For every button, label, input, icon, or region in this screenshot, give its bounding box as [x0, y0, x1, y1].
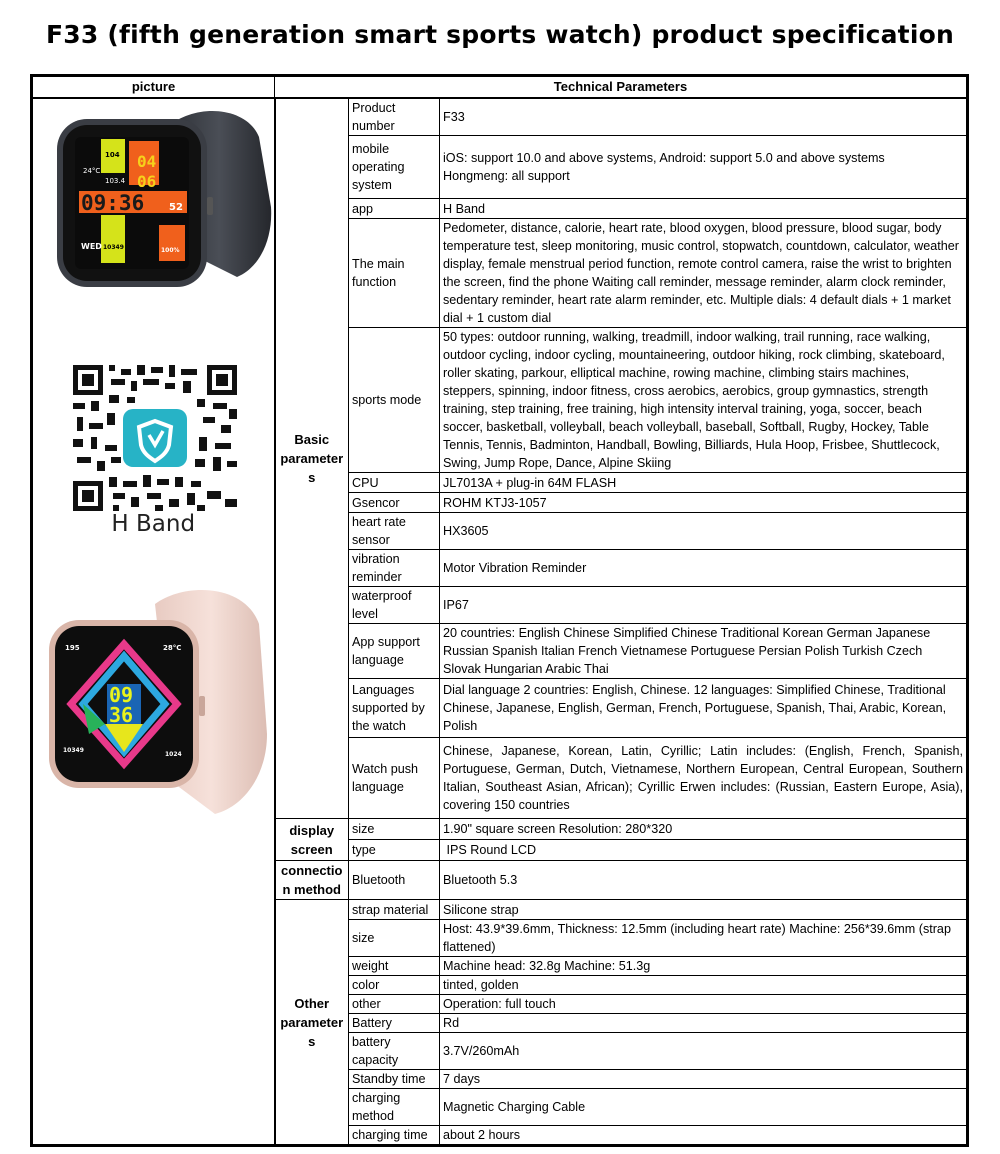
pictures-cell	[32, 98, 275, 1146]
label-heart-rate-sensor: heart rate sensor	[349, 513, 440, 550]
value-battery: Rd	[440, 1014, 968, 1033]
label-standby-time: Standby time	[349, 1070, 440, 1089]
value-cpu: JL7013A + plug-in 64M FLASH	[440, 473, 968, 493]
watch1-steps: 10349	[103, 244, 124, 251]
watch1-sec: 52	[169, 202, 183, 213]
watch2-temp: 28°C	[163, 644, 182, 652]
value-vibration-reminder: Motor Vibration Reminder	[440, 550, 968, 587]
label-product-number: Product number	[349, 98, 440, 136]
header-technical-parameters: Technical Parameters	[275, 76, 968, 99]
label-sports-mode: sports mode	[349, 328, 440, 473]
label-watch-languages: Languages supported by the watch	[349, 679, 440, 738]
value-other: Operation: full touch	[440, 995, 968, 1014]
spec-table	[30, 74, 969, 1147]
qr-code-image	[73, 365, 237, 511]
value-size: Host: 43.9*39.6mm, Thickness: 12.5mm (including heart rate) Machine: 256*39.6mm (strap flattened)	[440, 920, 968, 957]
value-weight: Machine head: 32.8g Machine: 51.3g	[440, 957, 968, 976]
watch1-temp: 24°C	[83, 167, 101, 175]
label-battery: Battery	[349, 1014, 440, 1033]
value-standby-time: 7 days	[440, 1070, 968, 1089]
value-gsencor: ROHM KTJ3-1057	[440, 493, 968, 513]
category-connection-method: connectio n method	[275, 861, 349, 900]
label-cpu: CPU	[349, 473, 440, 493]
value-display-size: 1.90" square screen Resolution: 280*320	[440, 819, 968, 840]
value-watch-push-language: Chinese, Japanese, Korean, Latin, Cyrillic; Latin includes: (English, French, Spanish, Portuguese, German, Dutch, Vietnamese, Northern European, Central European, Southern Italian, Southeast Asian, African); Cyrillic Erwen includes: (Russian, Eastern Europe, Asia), covering 150 countries	[440, 738, 968, 819]
value-sports-mode: 50 types: outdoor running, walking, treadmill, indoor walking, trail running, race walking, outdoor cycling, indoor cycling, mountaineering, outdoor hiking, rock climbing, skateboard, roller skating, parkour, elliptical machine, rowing machine, climbing stairs machines, steppers, spinning, indoor fitness, cross aerobics, aerobics, group gymnastics, strength training, step training, free training, high intensity interval training, yoga, soccer, beach soccer, basketball, volleyball, beach volleyball, baseball, Softball, Rugby, Hockey, Table Tennis, Tennis, Badminton, Handball, Bowling, Billiards, Hula Hoop, Frisbee, Shuttlecock, Swing, Jump Rope, Dance, Alpine Skiing	[440, 328, 968, 473]
value-bluetooth: Bluetooth 5.3	[440, 861, 968, 900]
value-watch-languages: Dial language 2 countries: English, Chinese. 12 languages: Simplified Chinese, Traditional Chinese, Japanese, English, German, French, Portuguese, Spanish, Thai, Arabic, Korean, Polish	[440, 679, 968, 738]
label-vibration-reminder: vibration reminder	[349, 550, 440, 587]
value-display-type: IPS Round LCD	[440, 840, 968, 861]
watch2-hr: 195	[65, 644, 80, 652]
value-waterproof-level: IP67	[440, 587, 968, 624]
label-waterproof-level: waterproof level	[349, 587, 440, 624]
watch1-day: WED	[81, 242, 102, 251]
header-picture: picture	[32, 76, 275, 99]
label-display-type: type	[349, 840, 440, 861]
value-app: H Band	[440, 199, 968, 219]
label-watch-push-language: Watch push language	[349, 738, 440, 819]
label-display-size: size	[349, 819, 440, 840]
watch1-steps-top: 104	[105, 151, 120, 159]
value-charging-method: Magnetic Charging Cable	[440, 1089, 968, 1126]
watch1-time: 09:36	[81, 191, 145, 215]
value-main-function: Pedometer, distance, calorie, heart rate, blood oxygen, blood pressure, blood sugar, body temperature test, sleep monitoring, music control, stopwatch, countdown, calculator, weather display, female menstrual period function, remote control camera, raise the wrist to brighten the screen, find the phone Waiting call reminder, message reminder, alarm clock reminder, sedentary reminder, heart rate alarm reminder, etc. Multiple dials: 4 default dials + 1 market dial + 1 custom dial	[440, 219, 968, 328]
value-charging-time: about 2 hours	[440, 1126, 968, 1146]
value-heart-rate-sensor: HX3605	[440, 513, 968, 550]
label-charging-method: charging method	[349, 1089, 440, 1126]
category-other-parameters: Other parameter s	[275, 900, 349, 1146]
label-strap-material: strap material	[349, 900, 440, 920]
label-gsencor: Gsencor	[349, 493, 440, 513]
page-title: F33 (fifth generation smart sports watch) product specification	[46, 20, 954, 49]
value-mobile-os-line1: iOS: support 10.0 and above systems, Android: support 5.0 and above systems	[443, 151, 885, 165]
watch1-kcal: 103.4	[105, 177, 126, 185]
watch1-hh: 04	[137, 152, 157, 171]
value-strap-material: Silicone strap	[440, 900, 968, 920]
label-weight: weight	[349, 957, 440, 976]
watch2-kcal: 1024	[165, 751, 182, 758]
label-app: app	[349, 199, 440, 219]
value-battery-capacity: 3.7V/260mAh	[440, 1033, 968, 1070]
watch2-steps: 10349	[63, 747, 84, 754]
watch2-hh: 09	[109, 683, 134, 707]
value-mobile-os	[440, 136, 968, 199]
pink-watch-image	[45, 584, 273, 818]
label-other: other	[349, 995, 440, 1014]
label-bluetooth: Bluetooth	[349, 861, 440, 900]
black-watch-image	[47, 107, 273, 289]
label-size: size	[349, 920, 440, 957]
category-display-screen: display screen	[275, 819, 349, 861]
label-mobile-os: mobile operating system	[349, 136, 440, 199]
label-main-function: The main function	[349, 219, 440, 328]
label-battery-capacity: battery capacity	[349, 1033, 440, 1070]
value-mobile-os-line2: Hongmeng: all support	[443, 169, 570, 183]
watch2-mm: 36	[109, 703, 134, 727]
watch1-mm: 06	[137, 172, 157, 191]
category-basic-parameters: Basic parameter s	[275, 98, 349, 819]
watch1-battery: 100%	[161, 247, 180, 254]
value-color: tinted, golden	[440, 976, 968, 995]
label-app-support-language: App support language	[349, 624, 440, 679]
value-product-number: F33	[440, 98, 968, 136]
label-color: color	[349, 976, 440, 995]
label-charging-time: charging time	[349, 1126, 440, 1146]
qr-app-label: H Band	[111, 511, 196, 537]
value-app-support-language: 20 countries: English Chinese Simplified Chinese Traditional Korean German Japanese Russian Spanish Italian French Vietnamese Portuguese Persian Polish Turkish Czech Slovak Hungarian Arabic Thai	[440, 624, 968, 679]
